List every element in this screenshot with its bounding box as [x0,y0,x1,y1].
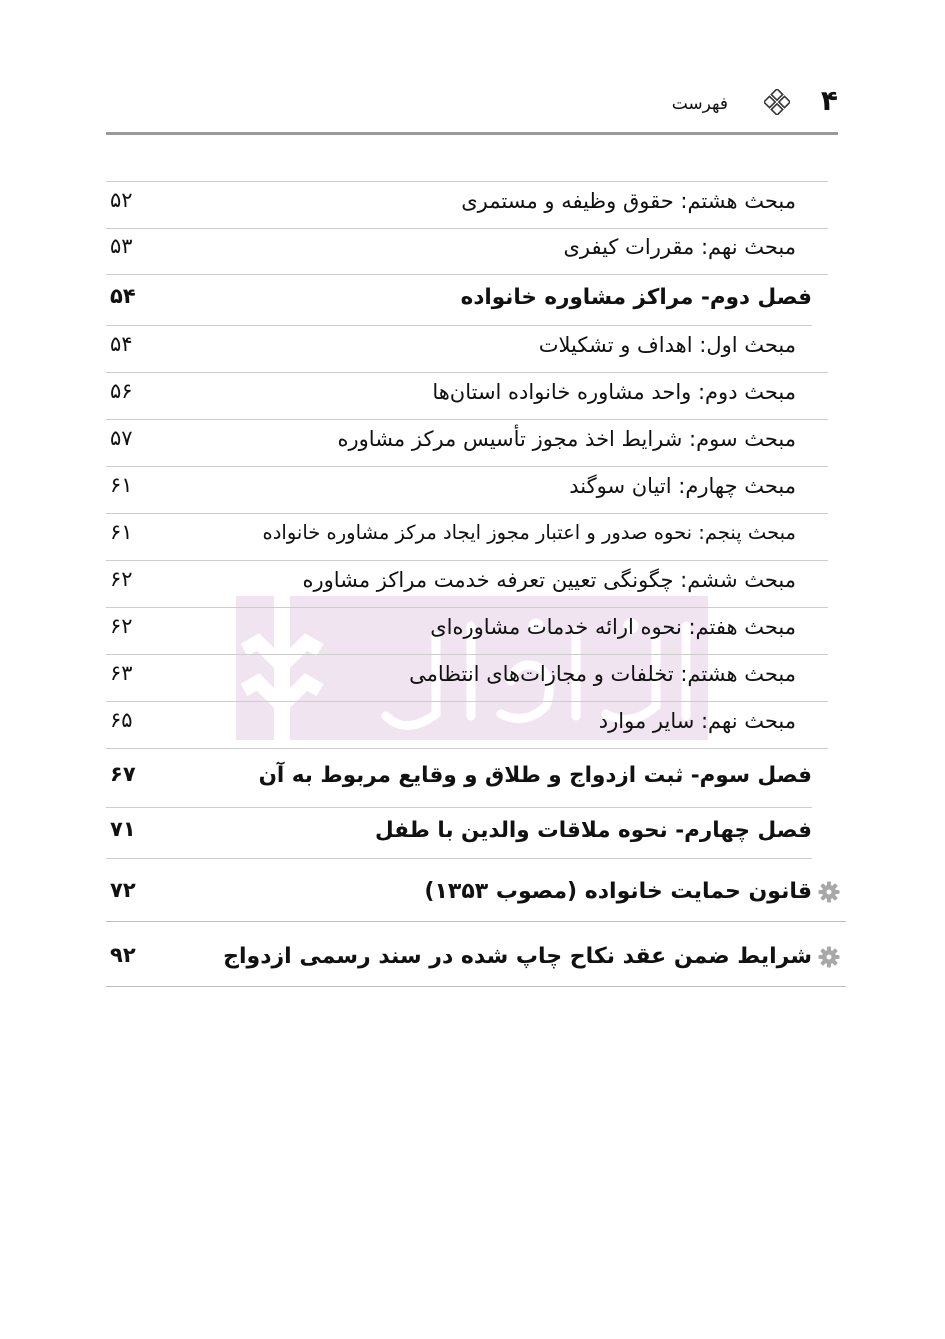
toc-entry[interactable] [106,608,828,655]
toc-entry-title: مبحث ششم: چگونگی تعیین تعرفه خدمت مراکز مشاوره [302,568,796,592]
toc-entry-page: ۶۵ [110,708,133,732]
toc-entry-page: ۵۶ [110,379,133,403]
toc-entry-page: ۵۴ [110,284,136,308]
page-number: ۴ [820,84,838,117]
toc-entry-title: مبحث پنجم: نحوه صدور و اعتبار مجوز ایجاد مرکز مشاوره خانواده [262,521,796,544]
toc-part-entry[interactable] [106,859,846,922]
toc-entry[interactable] [106,514,828,561]
toc-entry-page: ۵۲ [110,188,133,212]
toc-chapter-entry[interactable] [106,749,812,808]
toc-entry[interactable] [106,326,828,373]
page-header [106,78,838,135]
toc-entry-title: فصل سوم- ثبت ازدواج و طلاق و وقایع مربوط به آن [258,763,812,788]
toc-entry-page: ۶۲ [110,614,133,638]
quatrefoil-ornament-icon [764,89,790,115]
toc-entry[interactable] [106,702,828,749]
toc-entry-title: مبحث هشتم: حقوق وظیفه و مستمری [461,189,796,213]
toc-entry-page: ۶۱ [110,520,133,544]
toc-entry[interactable] [106,181,828,229]
toc-entry[interactable] [106,420,828,467]
toc-entry-page: ۶۷ [110,762,136,786]
toc-entry-title: مبحث اول: اهداف و تشکیلات [538,333,796,357]
toc-entry-title: مبحث نهم: مقررات کیفری [563,235,796,259]
toc-entry-title: فصل چهارم- نحوه ملاقات والدین با طفل [374,818,812,843]
toc-entry-title: مبحث هشتم: تخلفات و مجازات‌های انتظامی [409,662,796,686]
toc-entry-title: مبحث هفتم: نحوه ارائه خدمات مشاوره‌ای [430,615,796,639]
toc-entry-page: ۵۴ [110,332,133,356]
toc-entry[interactable] [106,467,828,514]
toc-entry-title: شرایط ضمن عقد نکاح چاپ شده در سند رسمی ازدواج [223,944,812,969]
toc-entry-title: مبحث دوم: واحد مشاوره خانواده استان‌ها [432,380,796,404]
toc-entry[interactable] [106,655,828,702]
toc-entry[interactable] [106,373,828,420]
toc-part-entry[interactable] [106,922,846,987]
toc-entry-page: ۹۲ [110,943,136,967]
toc-entry-page: ۶۱ [110,473,133,497]
header-title: فهرست [671,94,728,114]
toc-entry[interactable] [106,561,828,608]
toc-entry-page: ۶۳ [110,661,133,685]
toc-entry-title: مبحث نهم: سایر موارد [598,709,796,733]
toc-entry-title: مبحث سوم: شرایط اخذ مجوز تأسیس مرکز مشاوره [337,427,796,451]
toc-entry-page: ۷۱ [110,817,136,841]
toc-entry-page: ۵۳ [110,234,133,258]
toc-entry-title: قانون حمایت خانواده (مصوب ۱۳۵۳) [424,879,812,904]
toc-chapter-entry[interactable] [106,808,812,859]
gear-bullet-icon [818,946,840,968]
toc-entry-title: فصل دوم- مراکز مشاوره خانواده [460,285,812,310]
toc-entry[interactable] [106,228,828,275]
gear-bullet-icon [818,881,840,903]
toc-chapter-entry[interactable] [106,275,812,326]
toc-entry-page: ۷۲ [110,878,136,902]
toc-entry-title: مبحث چهارم: اتیان سوگند [569,474,796,498]
toc-entry-page: ۵۷ [110,426,133,450]
toc-entry-page: ۶۲ [110,567,133,591]
